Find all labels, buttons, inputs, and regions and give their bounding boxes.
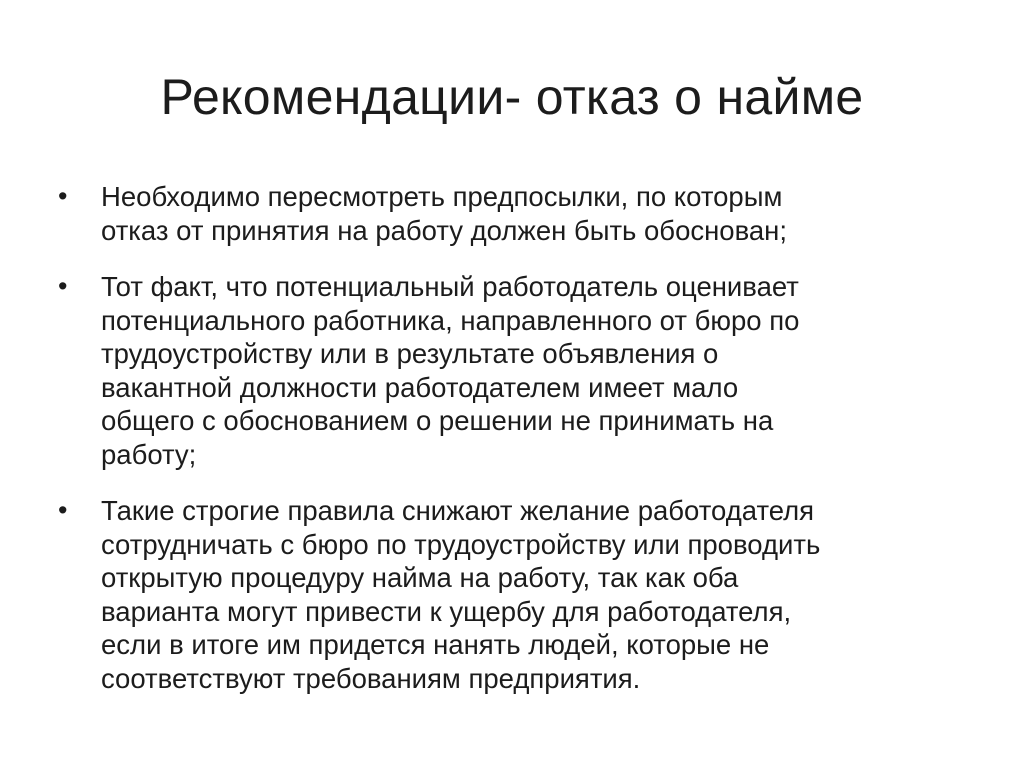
bullet-item bbox=[58, 180, 978, 247]
bullet-text-line: трудоустройству или в результате объявления о bbox=[101, 338, 719, 369]
bullet-text-line: работу; bbox=[101, 438, 197, 470]
bullet-text-line: общего с обоснованием о решении не принимать на bbox=[101, 405, 774, 436]
bullet-text-line: если в итоге им придется нанять людей, которые не bbox=[101, 629, 770, 660]
slide-title: Рекомендации- отказ о найме bbox=[160, 69, 864, 125]
bullet-text-line: Такие строгие правила снижают желание работодателя bbox=[101, 495, 815, 526]
bullet-item bbox=[58, 270, 978, 471]
bullet-text-line: вакантной должности работодателем имеет мало bbox=[101, 371, 739, 403]
bullet-item bbox=[58, 494, 978, 695]
bullet-dot-icon: • bbox=[58, 495, 68, 525]
bullet-text-line: Тот факт, что потенциальный работодатель оценивает bbox=[101, 271, 799, 302]
bullet-text-line: открытую процедуру найма на работу, так как оба bbox=[101, 562, 739, 593]
bullet-text-line: отказ от принятия на работу должен быть обоснован; bbox=[101, 214, 788, 246]
bullet-text-line: варианта могут привести к ущербу для работодателя, bbox=[101, 595, 792, 627]
bullet-text-line: потенциального работника, направленного от бюро по bbox=[101, 304, 800, 336]
bullet-list bbox=[58, 180, 978, 718]
bullet-text-line: сотрудничать с бюро по трудоустройству или проводить bbox=[101, 528, 821, 560]
bullet-text-line: соответствуют требованиям предприятия. bbox=[101, 662, 641, 694]
bullet-dot-icon: • bbox=[58, 271, 68, 301]
bullet-text-line: Необходимо пересмотреть предпосылки, по которым bbox=[101, 181, 783, 212]
bullet-dot-icon: • bbox=[58, 181, 68, 211]
